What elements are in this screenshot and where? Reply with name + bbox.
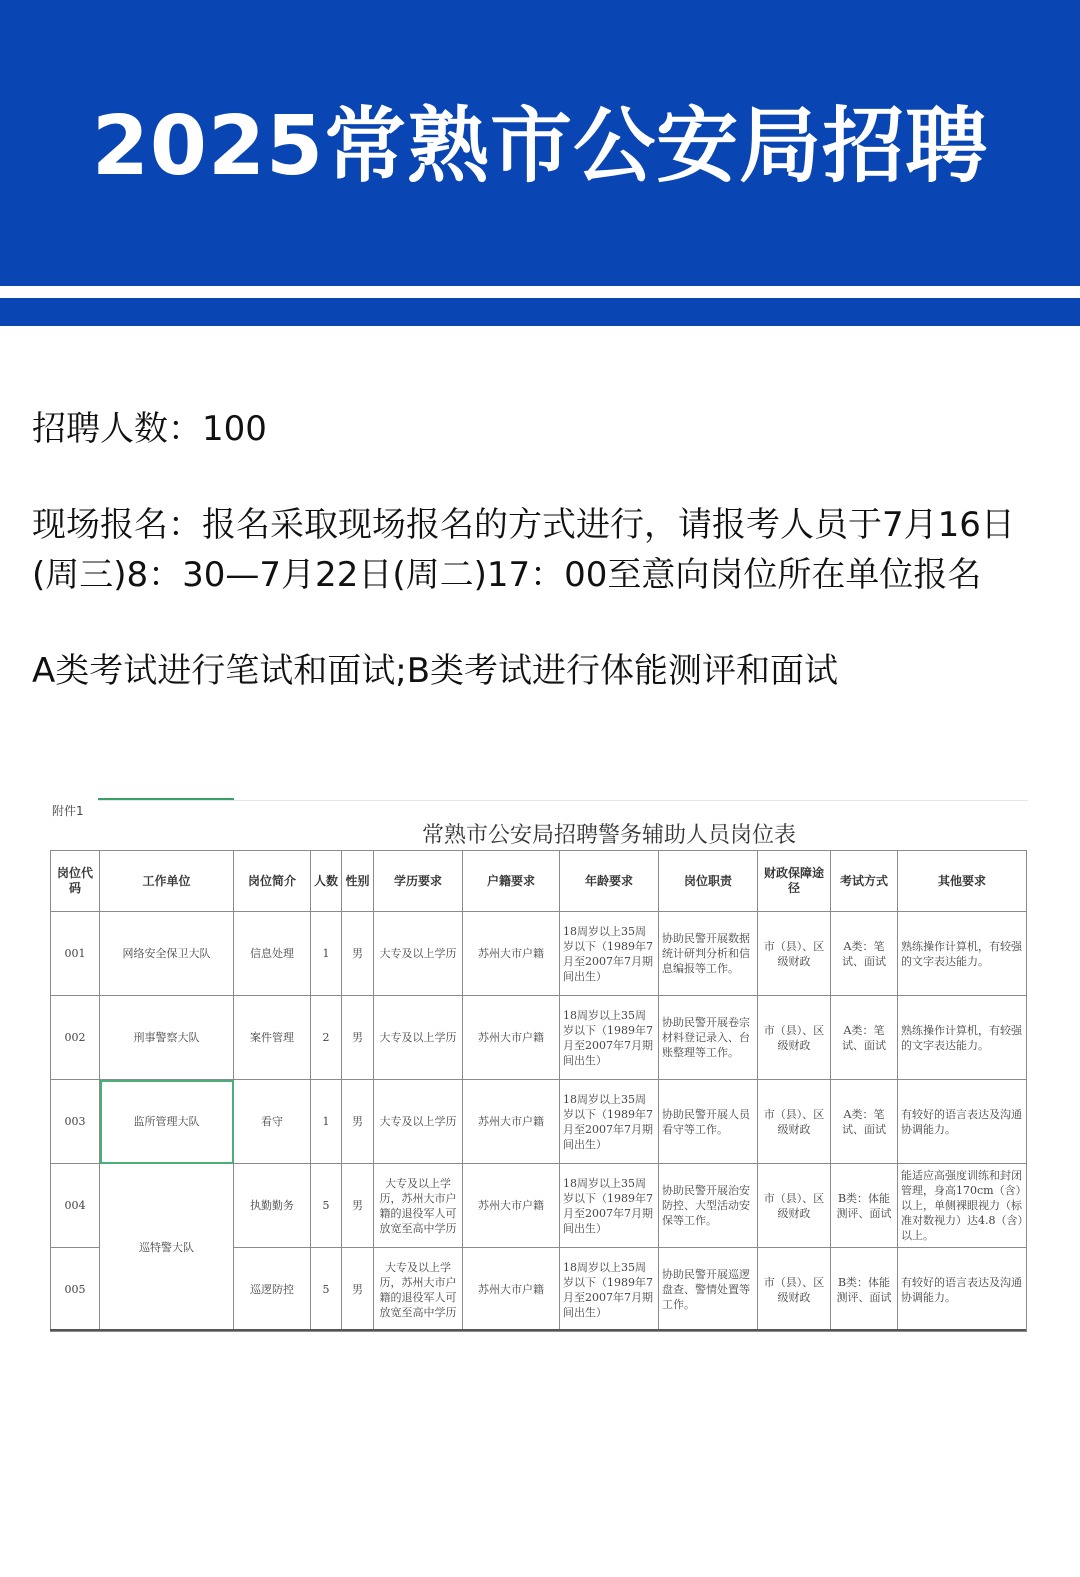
education-cell: 大专及以上学历，苏州大市户籍的退役军人可放宽至高中学历	[374, 1164, 463, 1248]
count-cell: 1	[311, 912, 342, 996]
header-cell: 岗位代码	[51, 851, 100, 912]
finance-cell: 市（县）、区级财政	[758, 996, 831, 1080]
count-cell: 2	[311, 996, 342, 1080]
sheet-top-rule	[98, 800, 1028, 801]
header-cell: 年龄要求	[560, 851, 659, 912]
hukou-cell: 苏州大市户籍	[463, 1080, 560, 1164]
table-row	[51, 996, 1027, 1080]
header-banner	[0, 0, 1080, 286]
duty-cell: 协助民警开展数据统计研判分析和信息编报等工作。	[659, 912, 758, 996]
header-cell: 工作单位	[100, 851, 234, 912]
age-cell: 18周岁以上35周岁以下（1989年7月至2007年7月期间出生）	[560, 996, 659, 1080]
job-table-screenshot	[50, 796, 1028, 1336]
hukou-cell: 苏州大市户籍	[463, 1164, 560, 1248]
table-row	[51, 1164, 1027, 1248]
other-cell: 熟练操作计算机，有较强的文字表达能力。	[898, 996, 1027, 1080]
code-cell: 001	[51, 912, 100, 996]
unit-cell: 网络安全保卫大队	[100, 912, 234, 996]
intro-cell: 执勤勤务	[234, 1164, 311, 1248]
duty-cell: 协助民警开展巡逻盘查、警情处置等工作。	[659, 1248, 758, 1332]
table-row	[51, 1080, 1027, 1164]
age-cell: 18周岁以上35周岁以下（1989年7月至2007年7月期间出生）	[560, 912, 659, 996]
education-cell: 大专及以上学历，苏州大市户籍的退役军人可放宽至高中学历	[374, 1248, 463, 1332]
header-cell: 学历要求	[374, 851, 463, 912]
finance-cell: 市（县）、区级财政	[758, 912, 831, 996]
count-cell: 5	[311, 1164, 342, 1248]
exam-cell: A类：笔试、面试	[831, 996, 898, 1080]
gender-cell: 男	[342, 1248, 374, 1332]
exam-cell: B类：体能测评、面试	[831, 1164, 898, 1248]
unit-cell: 刑事警察大队	[100, 996, 234, 1080]
header-cell: 性别	[342, 851, 374, 912]
header-cell: 岗位简介	[234, 851, 311, 912]
exam-text: A类考试进行笔试和面试;B类考试进行体能测评和面试	[32, 651, 839, 691]
intro-cell: 信息处理	[234, 912, 311, 996]
count-cell: 1	[311, 1080, 342, 1164]
count-cell: 5	[311, 1248, 342, 1332]
other-cell: 能适应高强度训练和封闭管理，身高170cm（含）以上，单侧裸眼视力（标准对数视力）达4.8（含）以上。	[898, 1164, 1027, 1248]
education-cell: 大专及以上学历	[374, 1080, 463, 1164]
exam-cell: B类：体能测评、面试	[831, 1248, 898, 1332]
hukou-cell: 苏州大市户籍	[463, 996, 560, 1080]
header-cell: 考试方式	[831, 851, 898, 912]
gender-cell: 男	[342, 1164, 374, 1248]
intro-cell: 看守	[234, 1080, 311, 1164]
other-cell: 熟练操作计算机，有较强的文字表达能力。	[898, 912, 1027, 996]
unit-cell-selected[interactable]: 监所管理大队	[100, 1080, 234, 1164]
gender-cell: 男	[342, 996, 374, 1080]
education-cell: 大专及以上学历	[374, 996, 463, 1080]
duty-cell: 协助民警开展卷宗材料登记录入、台账整理等工作。	[659, 996, 758, 1080]
gender-cell: 男	[342, 1080, 374, 1164]
finance-cell: 市（县）、区级财政	[758, 1248, 831, 1332]
hukou-cell: 苏州大市户籍	[463, 1248, 560, 1332]
code-cell: 003	[51, 1080, 100, 1164]
duty-cell: 协助民警开展治安防控、大型活动安保等工作。	[659, 1164, 758, 1248]
table-header-row	[51, 851, 1027, 912]
registration-text: 现场报名：报名采取现场报名的方式进行，请报考人员于7月16日(周三)8：30—7月22日(周二)17：00至意向岗位所在单位报名	[32, 505, 1015, 595]
intro-cell: 案件管理	[234, 996, 311, 1080]
other-cell: 有较好的语言表达及沟通协调能力。	[898, 1080, 1027, 1164]
duty-cell: 协助民警开展人员看守等工作。	[659, 1080, 758, 1164]
table-bottom-rule	[50, 1329, 1026, 1331]
job-table	[50, 850, 1027, 1332]
header-cell: 其他要求	[898, 851, 1027, 912]
other-cell: 有较好的语言表达及沟通协调能力。	[898, 1248, 1027, 1332]
code-cell: 004	[51, 1164, 100, 1248]
code-cell: 002	[51, 996, 100, 1080]
header-cell: 岗位职责	[659, 851, 758, 912]
hukou-cell: 苏州大市户籍	[463, 912, 560, 996]
gender-cell: 男	[342, 912, 374, 996]
finance-cell: 市（县）、区级财政	[758, 1080, 831, 1164]
finance-cell: 市（县）、区级财政	[758, 1164, 831, 1248]
intro-cell: 巡逻防控	[234, 1248, 311, 1332]
table-title: 常熟市公安局招聘警务辅助人员岗位表	[421, 823, 796, 848]
exam-cell: A类：笔试、面试	[831, 912, 898, 996]
banner-title: 2025常熟市公安局招聘	[91, 99, 989, 194]
header-cell: 财政保障途径	[758, 851, 831, 912]
age-cell: 18周岁以上35周岁以下（1989年7月至2007年7月期间出生）	[560, 1080, 659, 1164]
exam-cell: A类：笔试、面试	[831, 1080, 898, 1164]
header-cell: 人数	[311, 851, 342, 912]
unit-cell-merged: 巡特警大队	[100, 1164, 234, 1332]
banner-stripe	[0, 298, 1080, 326]
header-cell: 户籍要求	[463, 851, 560, 912]
age-cell: 18周岁以上35周岁以下（1989年7月至2007年7月期间出生）	[560, 1164, 659, 1248]
headcount-text: 招聘人数：100	[32, 409, 267, 449]
attachment-label: 附件1	[52, 804, 84, 818]
age-cell: 18周岁以上35周岁以下（1989年7月至2007年7月期间出生）	[560, 1248, 659, 1332]
education-cell: 大专及以上学历	[374, 912, 463, 996]
table-row	[51, 912, 1027, 996]
code-cell: 005	[51, 1248, 100, 1332]
